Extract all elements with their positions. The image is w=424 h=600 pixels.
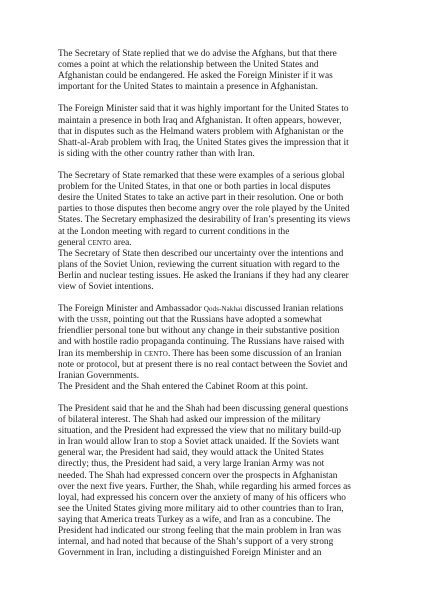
paragraph-president-shah-discussion: The President said that he and the Shah had been discussing general questions of bilateral interest. The Shah had asked our impression of the military situation, and the President had expressed the view that no military build-up in Iran would allow Iran to stop a Soviet attack unaided. If the Soviets want general war, the President had said, they would attack the United States directly; thus, the President had said, a very large Iranian Army was not needed. The Shah had expressed concern over the prospects in Afghanistan over the next five years. Further, the Shah, while regarding his armed forces as loyal, had expressed his concern over the anxiety of many of his officers who see the United States giving more military aid to other countries than to Iran, saying that America treats Turkey as a wife, and Iran as a concubine. The President had indicated our strong feeling that the main problem in Iran was internal, and had noted that because of the Shah’s support of a very strong Government in Iran, including a distinguished Foreign Minister and an [58, 404, 351, 559]
document-page [58, 49, 394, 570]
ambassador-name: Qods-Nakhai [203, 305, 243, 314]
cento-abbreviation-2: CENTO [144, 349, 168, 358]
relations-text-4: . There has been some discussion of an Iranian note or protocol, but at present there is no real contact between the Soviet and Iranian Governments. [58, 348, 348, 381]
cento-abbreviation: CENTO [87, 238, 112, 247]
relations-text-3: , pointing out that the Russians have adopted a somewhat friendlier personal tone but without any change in their substantive position and with hostile radio propaganda continuing. The Russians have raised with Iran its membership in [58, 315, 345, 359]
global-problem-text: The Secretary of State remarked that these were examples of a serious global problem for the United States, in that one or both parties in local disputes desire the United States to take an active part in their resolution. One or both parties to those disputes then become angry over the role played by the United States. The Secretary emphasized the desirability of Iran’s presenting its views at the London meeting with regard to current conditions in the general [58, 171, 351, 248]
paragraph-foreign-minister-presence: The Foreign Minister said that it was highly important for the United States to maintain a presence in both Iraq and Afghanistan. It often appears, however, that in disputes such as the Helmand waters problem with Afghanistan or the Shatt-al-Arab problem with Iraq, the United States gives the impression that it is siding with the other country rather than with Iran. [58, 104, 349, 159]
relations-text-1: The Foreign Minister and Ambassador [58, 304, 204, 315]
global-problem-end: area. [111, 237, 132, 248]
paragraph-soviet-uncertainty: The Secretary of State then described our uncertainty over the intentions and plans of the Soviet Union, reviewing the current situation with regard to the Berlin and nuclear testing issues. He asked the Iranians if they had any clearer view of Soviet intentions. [58, 248, 349, 292]
paragraph-secretary-reply: The Secretary of State replied that we do advise the Afghans, but that there comes a point at which the relationship between the United States and Afghanistan could be endangered. He asked the Foreign Minister if it was important for the United States to maintain a presence in Afghanistan. [58, 49, 337, 93]
paragraph-iranian-soviet-relations [58, 304, 394, 382]
ussr-abbreviation: USSR [90, 316, 109, 325]
paragraph-cabinet-room: The President and the Shah entered the Cabinet Room at this point. [58, 381, 308, 392]
paragraph-global-problem [58, 171, 394, 249]
relations-text-2: discussed Iranian relations with the [58, 304, 344, 326]
